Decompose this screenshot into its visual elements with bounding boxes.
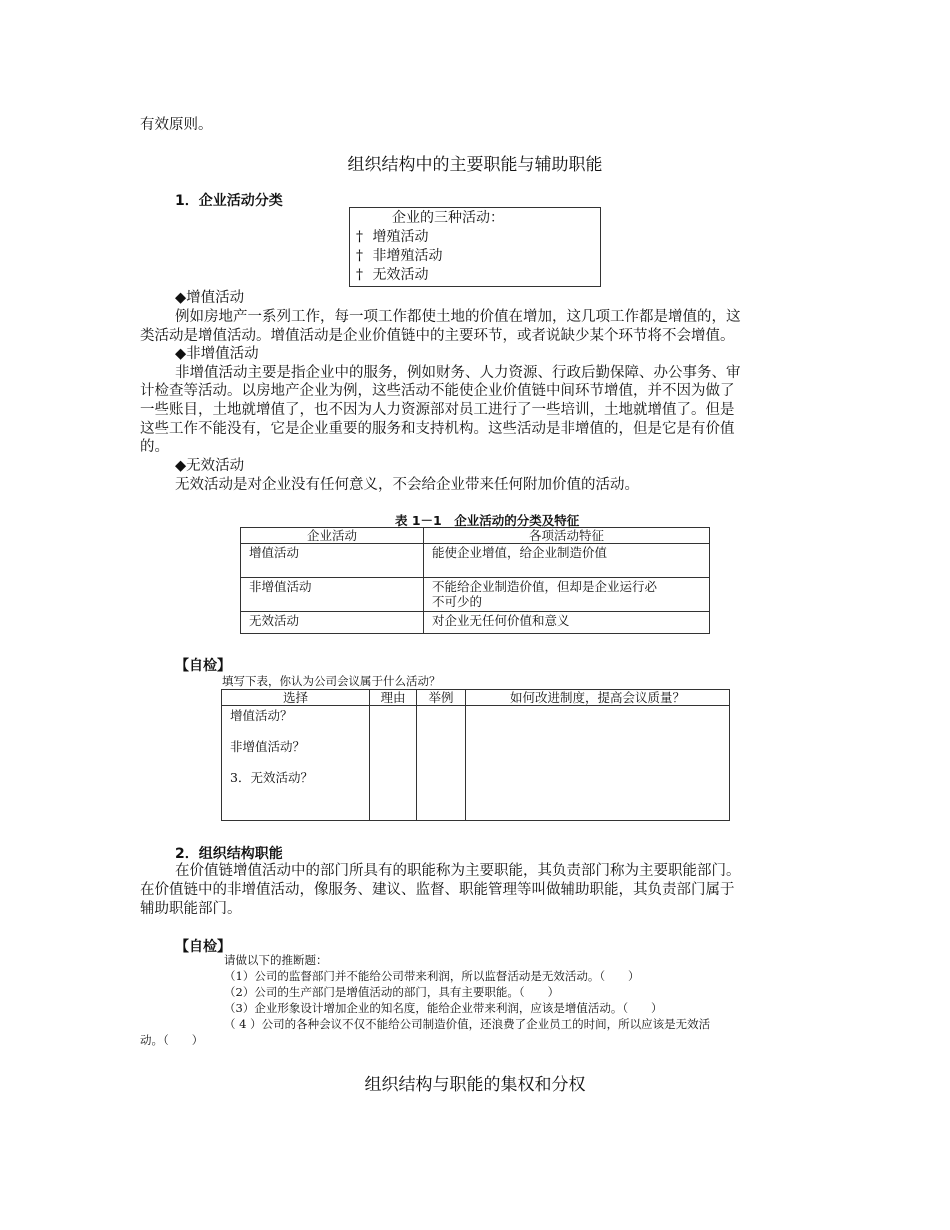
dagger-bullet-icon: † — [356, 229, 363, 245]
choice-value-added: 增值活动？ — [230, 708, 293, 723]
table-header-reason: 理由 — [370, 690, 417, 706]
activity-classification-table — [240, 527, 710, 634]
subsection-title-activity-classification: 1．企业活动分类 — [175, 193, 283, 209]
table-row — [241, 578, 710, 612]
org-functions-line-2: 在价值链中的非增值活动，像服务、建议、监督、职能管理等叫做辅助职能，其负责部门属于 — [140, 882, 735, 898]
table-header-feature: 各项活动特征 — [424, 528, 710, 544]
table-cell-choices — [222, 706, 370, 821]
value-added-line-2: 类活动是增值活动。增值活动是企业价值链中的主要环节，或者说缺少某个环节将不会增值。 — [140, 328, 735, 344]
meeting-activity-table — [221, 689, 730, 821]
table-row — [241, 544, 710, 578]
table-row — [241, 612, 710, 634]
box-item-3: † 无效活动 — [356, 267, 429, 283]
intro-line: 有效原则。 — [140, 117, 213, 133]
table-cell-example — [417, 706, 466, 821]
ineffective-heading: ◆无效活动 — [175, 458, 245, 474]
table-header-improvement: 如何改进制度，提高会议质量？ — [466, 690, 730, 706]
selfcheck2-item-3: （3）企业形象设计增加企业的知名度，能给企业带来利润，应该是增值活动。（ ） — [224, 1001, 663, 1015]
selfcheck1-instruction: 填写下表，你认为公司会议属于什么活动？ — [222, 674, 441, 688]
table-row — [222, 706, 730, 821]
selfcheck2-instruction: 请做以下的推断题： — [224, 953, 328, 967]
box-item-1: † 增殖活动 — [356, 229, 429, 245]
non-value-added-line-2: 计检查等活动。以房地产企业为例，这些活动不能使企业价值链中间环节增值，并不因为做了 — [140, 383, 735, 399]
section-title-centralization: 组织结构与职能的集权和分权 — [364, 1075, 586, 1095]
selfcheck2-item-4-continuation: 动。（ ） — [140, 1033, 204, 1047]
table-cell-feature: 对企业无任何价值和意义 — [424, 612, 710, 634]
non-value-added-line-1: 非增值活动主要是指企业中的服务，例如财务、人力资源、行政后勤保障、办公事务、审 — [175, 365, 741, 381]
org-functions-line-1: 在价值链增值活动中的部门所具有的职能称为主要职能，其负责部门称为主要职能部门。 — [175, 863, 741, 879]
non-value-added-heading: ◆非增值活动 — [175, 346, 259, 362]
table-cell-activity: 无效活动 — [241, 612, 424, 634]
table-header-example: 举例 — [417, 690, 466, 706]
non-value-added-line-4: 这些工作不能没有，它是企业重要的服务和支持机构。这些活动是非增值的，但是它是有价值 — [140, 421, 735, 437]
choice-ineffective: 3．无效活动？ — [230, 770, 313, 785]
selfcheck1-label: 【自检】 — [175, 658, 231, 674]
table-cell-activity: 增值活动 — [241, 544, 424, 578]
ineffective-line-1: 无效活动是对企业没有任何意义，不会给企业带来任何附加价值的活动。 — [175, 477, 639, 493]
selfcheck2-item-2: （2）公司的生产部门是增值活动的部门，具有主要职能。（ ） — [224, 985, 560, 999]
selfcheck2-item-1: （1）公司的监督部门并不能给公司带来利润，所以监督活动是无效活动。（ ） — [224, 969, 640, 983]
three-activities-box — [349, 207, 601, 287]
table1-caption: 表 1－1 企业活动的分类及特征 — [395, 513, 580, 528]
dagger-bullet-icon: † — [356, 267, 363, 283]
selfcheck2-label: 【自检】 — [175, 939, 231, 955]
subsection-title-org-functions: 2．组织结构职能 — [175, 846, 283, 862]
table-cell-feature: 能使企业增值，给企业制造价值 — [424, 544, 710, 578]
table-cell-activity: 非增值活动 — [241, 578, 424, 612]
table-header-row — [222, 690, 730, 706]
choice-non-value-added: 非增值活动？ — [230, 739, 306, 754]
table-header-activity: 企业活动 — [241, 528, 424, 544]
value-added-line-1: 例如房地产一系列工作，每一项工作都使土地的价值在增加，这几项工作都是增值的，这 — [175, 309, 741, 325]
non-value-added-line-5: 的。 — [140, 439, 169, 455]
table-header-row — [241, 528, 710, 544]
value-added-heading: ◆增值活动 — [175, 290, 245, 306]
non-value-added-line-3: 一些账目，土地就增值了，也不因为人力资源部对员工进行了一些培训，土地就增值了。但是 — [140, 402, 735, 418]
selfcheck2-item-4: （ 4 ）公司的各种会议不仅不能给公司制造价值，还浪费了企业员工的时间，所以应该是无效活 — [224, 1017, 711, 1031]
section-title-main-auxiliary-functions: 组织结构中的主要职能与辅助职能 — [347, 155, 603, 175]
table-cell-feature: 不能给企业制造价值，但却是企业运行必 不可少的 — [424, 578, 710, 612]
box-title: 企业的三种活动： — [392, 210, 504, 226]
org-functions-line-3: 辅助职能部门。 — [140, 901, 242, 917]
box-item-2: † 非增殖活动 — [356, 248, 443, 264]
table-cell-reason — [370, 706, 417, 821]
table-cell-improvement — [466, 706, 730, 821]
dagger-bullet-icon: † — [356, 248, 363, 264]
table-header-choice: 选择 — [222, 690, 370, 706]
